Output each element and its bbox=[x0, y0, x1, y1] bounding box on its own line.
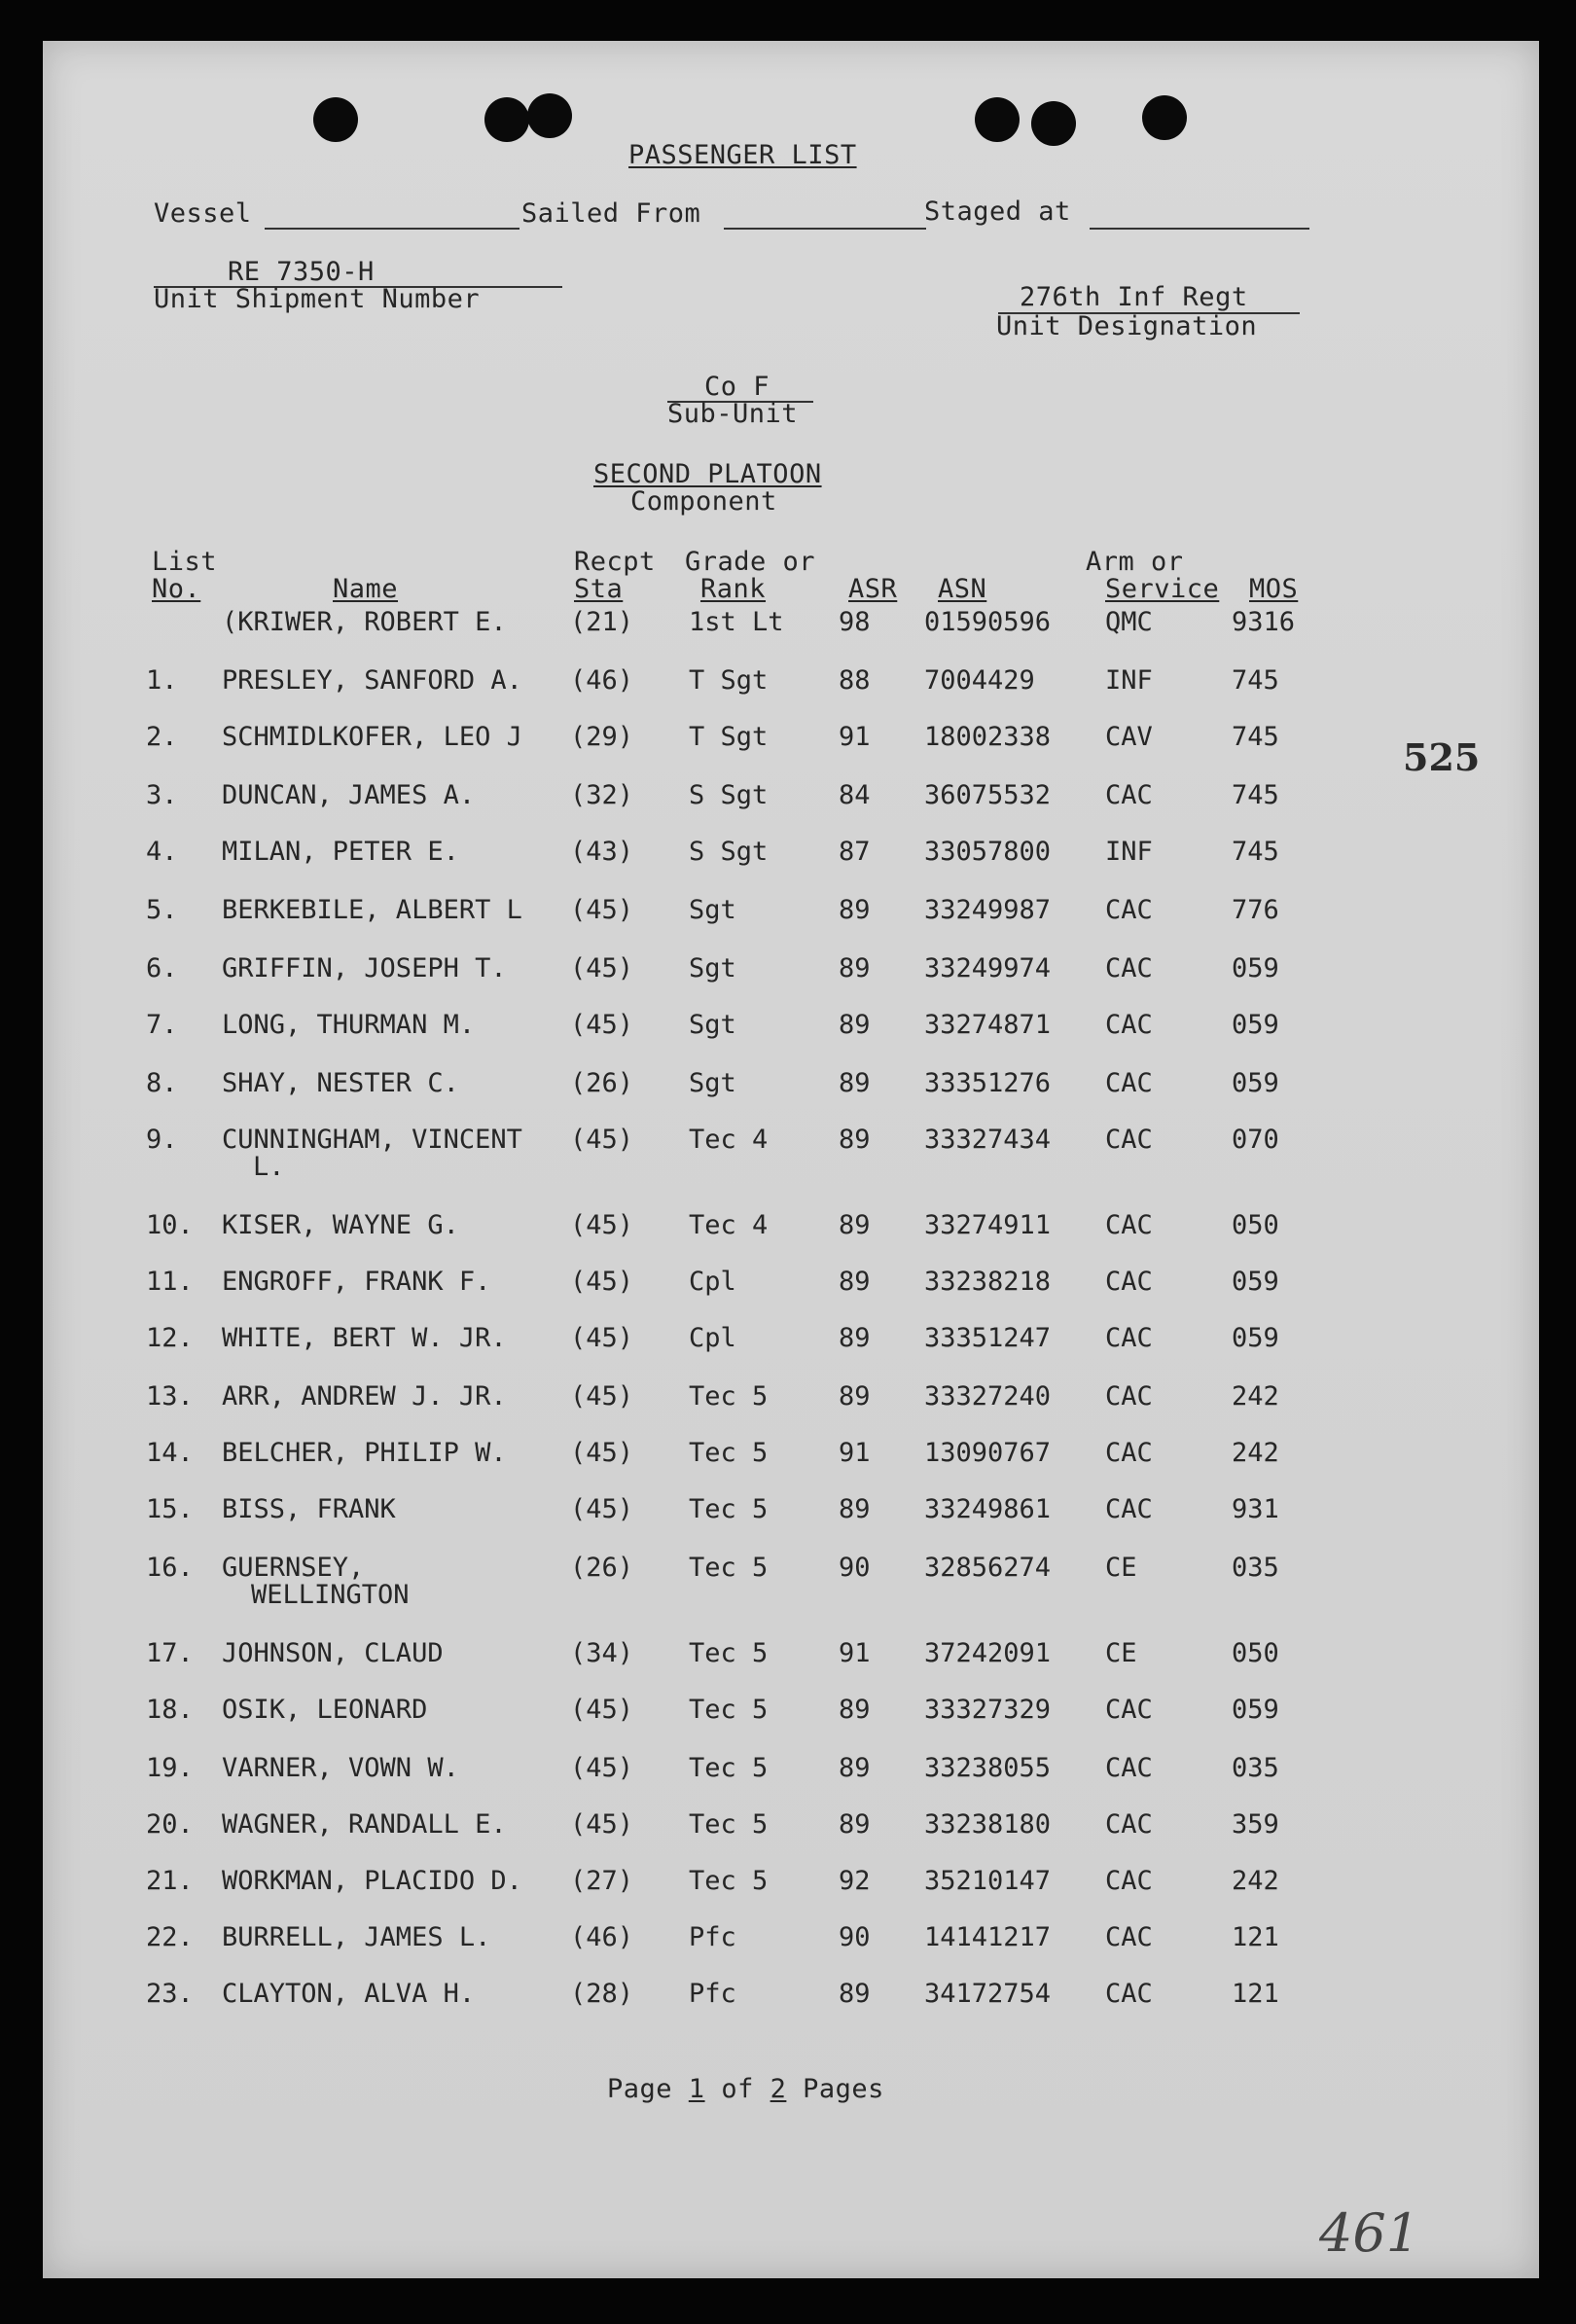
asr-value: 88 bbox=[839, 665, 871, 696]
asn-value: 36075532 bbox=[924, 780, 1052, 810]
table-row bbox=[43, 1323, 1539, 1360]
grade-rank: Sgt bbox=[689, 895, 736, 925]
passenger-name: PRESLEY, SANFORD A. bbox=[222, 665, 522, 696]
unit-designation: 276th Inf Regt bbox=[1020, 282, 1248, 312]
passenger-name: WHITE, BERT W. JR. bbox=[222, 1323, 507, 1353]
grade-rank: Sgt bbox=[689, 1068, 736, 1098]
arm-service: CE bbox=[1105, 1553, 1137, 1583]
recpt-sta: (26) bbox=[570, 1553, 634, 1583]
list-number: 9. bbox=[146, 1125, 178, 1155]
col-list-no: No. bbox=[152, 574, 201, 604]
passenger-name: WORKMAN, PLACIDO D. bbox=[222, 1866, 522, 1896]
sub-unit-value: Co F bbox=[704, 372, 770, 402]
recpt-sta: (26) bbox=[570, 1068, 634, 1098]
mos-value: 059 bbox=[1232, 953, 1279, 983]
table-row bbox=[43, 1638, 1539, 1675]
grade-rank: T Sgt bbox=[689, 665, 769, 696]
asr-value: 89 bbox=[839, 1125, 871, 1155]
list-number: 4. bbox=[146, 837, 178, 867]
asn-value: 01590596 bbox=[924, 607, 1052, 637]
asn-value: 33327329 bbox=[924, 1695, 1052, 1725]
asr-value: 90 bbox=[839, 1553, 871, 1583]
asr-value: 89 bbox=[839, 1494, 871, 1524]
table-row bbox=[43, 837, 1539, 874]
table-row bbox=[43, 1809, 1539, 1846]
recpt-sta: (43) bbox=[570, 837, 634, 867]
passenger-name: DUNCAN, JAMES A. bbox=[222, 780, 476, 810]
asn-value: 33327240 bbox=[924, 1381, 1052, 1412]
mos-value: 059 bbox=[1232, 1323, 1279, 1353]
mos-value: 035 bbox=[1232, 1753, 1279, 1783]
table-row bbox=[43, 1494, 1539, 1531]
passenger-name: BELCHER, PHILIP W. bbox=[222, 1438, 507, 1468]
asr-value: 91 bbox=[839, 1438, 871, 1468]
passenger-name: BURRELL, JAMES L. bbox=[222, 1922, 491, 1952]
asr-value: 98 bbox=[839, 607, 871, 637]
arm-service: CAC bbox=[1105, 1922, 1153, 1952]
asr-value: 91 bbox=[839, 722, 871, 752]
grade-rank: Tec 5 bbox=[689, 1638, 769, 1668]
recpt-sta: (45) bbox=[570, 1809, 634, 1840]
arm-service: CAC bbox=[1105, 780, 1153, 810]
asn-value: 33249987 bbox=[924, 895, 1052, 925]
grade-rank: Tec 4 bbox=[689, 1125, 769, 1155]
recpt-sta: (34) bbox=[570, 1638, 634, 1668]
grade-rank: Tec 5 bbox=[689, 1381, 769, 1412]
recpt-sta: (45) bbox=[570, 1753, 634, 1783]
arm-service: CAC bbox=[1105, 895, 1153, 925]
grade-rank: Tec 5 bbox=[689, 1553, 769, 1583]
passenger-name: GRIFFIN, JOSEPH T. bbox=[222, 953, 507, 983]
shipment-number: RE 7350-H bbox=[228, 257, 375, 287]
asn-value: 33238218 bbox=[924, 1267, 1052, 1297]
recpt-sta: (45) bbox=[570, 1438, 634, 1468]
arm-service: CE bbox=[1105, 1638, 1137, 1668]
shipment-label: Unit Shipment Number bbox=[154, 284, 481, 314]
list-number: 3. bbox=[146, 780, 178, 810]
col-recpt-sta: Sta bbox=[574, 574, 624, 604]
page-current: 1 bbox=[688, 2074, 705, 2104]
punch-hole bbox=[313, 97, 358, 142]
recpt-sta: (46) bbox=[570, 1922, 634, 1952]
asn-value: 33238180 bbox=[924, 1809, 1052, 1840]
list-number: 5. bbox=[146, 895, 178, 925]
passenger-name: LONG, THURMAN M. bbox=[222, 1010, 476, 1040]
col-name: Name bbox=[333, 574, 399, 604]
table-row bbox=[43, 1922, 1539, 1959]
asn-value: 13090767 bbox=[924, 1438, 1052, 1468]
table-row bbox=[43, 607, 1539, 644]
list-number: 1. bbox=[146, 665, 178, 696]
mos-value: 776 bbox=[1232, 895, 1279, 925]
asr-value: 90 bbox=[839, 1922, 871, 1952]
sub-unit-label: Sub-Unit bbox=[667, 399, 799, 429]
recpt-sta: (45) bbox=[570, 895, 634, 925]
list-number: 14. bbox=[146, 1438, 194, 1468]
list-number: 2. bbox=[146, 722, 178, 752]
arm-service: INF bbox=[1105, 665, 1153, 696]
mos-value: 070 bbox=[1232, 1125, 1279, 1155]
punch-hole bbox=[975, 97, 1020, 142]
asn-value: 18002338 bbox=[924, 722, 1052, 752]
asn-value: 33351276 bbox=[924, 1068, 1052, 1098]
asr-value: 89 bbox=[839, 1068, 871, 1098]
asr-value: 89 bbox=[839, 1323, 871, 1353]
asr-value: 89 bbox=[839, 1809, 871, 1840]
grade-rank: 1st Lt bbox=[689, 607, 784, 637]
recpt-sta: (45) bbox=[570, 1494, 634, 1524]
col-list: List bbox=[152, 547, 218, 577]
arm-service: CAC bbox=[1105, 953, 1153, 983]
punch-hole bbox=[1031, 101, 1076, 146]
arm-service: CAC bbox=[1105, 1068, 1153, 1098]
arm-service: INF bbox=[1105, 837, 1153, 867]
component-label: Component bbox=[630, 486, 777, 517]
col-asn: ASN bbox=[938, 574, 987, 604]
table-row bbox=[43, 780, 1539, 817]
asr-value: 84 bbox=[839, 780, 871, 810]
arm-service: CAC bbox=[1105, 1494, 1153, 1524]
mos-value: 359 bbox=[1232, 1809, 1279, 1840]
asn-value: 33057800 bbox=[924, 837, 1052, 867]
grade-rank: Sgt bbox=[689, 1010, 736, 1040]
passenger-name: KISER, WAYNE G. bbox=[222, 1210, 459, 1240]
grade-rank: S Sgt bbox=[689, 837, 769, 867]
table-row bbox=[43, 1210, 1539, 1247]
list-number: 22. bbox=[146, 1922, 194, 1952]
passenger-name-continued: L. bbox=[253, 1152, 285, 1182]
grade-rank: Sgt bbox=[689, 953, 736, 983]
recpt-sta: (21) bbox=[570, 607, 634, 637]
passenger-name: ENGROFF, FRANK F. bbox=[222, 1267, 491, 1297]
grade-rank: Pfc bbox=[689, 1979, 736, 2009]
recpt-sta: (28) bbox=[570, 1979, 634, 2009]
col-arm: Arm or bbox=[1086, 547, 1184, 577]
asr-value: 89 bbox=[839, 1267, 871, 1297]
arm-service: CAC bbox=[1105, 1438, 1153, 1468]
mos-value: 745 bbox=[1232, 837, 1279, 867]
mos-value: 9316 bbox=[1232, 607, 1296, 637]
page-title: PASSENGER LIST bbox=[628, 140, 857, 170]
col-recpt: Recpt bbox=[574, 547, 656, 577]
arm-service: CAC bbox=[1105, 1809, 1153, 1840]
asn-value: 35210147 bbox=[924, 1866, 1052, 1896]
asr-value: 89 bbox=[839, 1010, 871, 1040]
arm-service: CAV bbox=[1105, 722, 1153, 752]
mos-value: 059 bbox=[1232, 1695, 1279, 1725]
passenger-name: (KRIWER, ROBERT E. bbox=[222, 607, 507, 637]
mos-value: 050 bbox=[1232, 1638, 1279, 1668]
staged-at-label: Staged at bbox=[924, 197, 1071, 227]
table-row bbox=[43, 1267, 1539, 1304]
list-number: 16. bbox=[146, 1553, 194, 1583]
recpt-sta: (45) bbox=[570, 1323, 634, 1353]
grade-rank: Cpl bbox=[689, 1323, 736, 1353]
table-row bbox=[43, 1010, 1539, 1047]
asr-value: 89 bbox=[839, 1695, 871, 1725]
asn-value: 37242091 bbox=[924, 1638, 1052, 1668]
mos-value: 745 bbox=[1232, 665, 1279, 696]
grade-rank: Tec 5 bbox=[689, 1695, 769, 1725]
col-mos: MOS bbox=[1249, 574, 1299, 604]
col-grade: Grade or bbox=[685, 547, 816, 577]
asr-value: 89 bbox=[839, 1381, 871, 1412]
page-of: of bbox=[721, 2074, 754, 2104]
document-page bbox=[43, 41, 1539, 2278]
table-row bbox=[43, 1438, 1539, 1475]
arm-service: CAC bbox=[1105, 1866, 1153, 1896]
arm-service: CAC bbox=[1105, 1010, 1153, 1040]
recpt-sta: (46) bbox=[570, 665, 634, 696]
passenger-name: BERKEBILE, ALBERT L bbox=[222, 895, 522, 925]
table-row bbox=[43, 1381, 1539, 1418]
component-value: SECOND PLATOON bbox=[593, 459, 822, 489]
table-row bbox=[43, 722, 1539, 759]
grade-rank: Tec 5 bbox=[689, 1809, 769, 1840]
asn-value: 33249974 bbox=[924, 953, 1052, 983]
designation-label: Unit Designation bbox=[996, 311, 1258, 341]
mos-value: 035 bbox=[1232, 1553, 1279, 1583]
mos-value: 059 bbox=[1232, 1068, 1279, 1098]
passenger-name: BISS, FRANK bbox=[222, 1494, 396, 1524]
vessel-blank bbox=[265, 228, 519, 230]
staged-at-blank bbox=[1090, 228, 1309, 230]
grade-rank: Tec 5 bbox=[689, 1753, 769, 1783]
vessel-label: Vessel bbox=[154, 198, 252, 229]
arm-service: CAC bbox=[1105, 1125, 1153, 1155]
recpt-sta: (45) bbox=[570, 1381, 634, 1412]
passenger-name: GUERNSEY, bbox=[222, 1553, 365, 1583]
table-row bbox=[43, 1866, 1539, 1903]
stamp-number: 525 bbox=[1403, 735, 1481, 779]
punch-hole bbox=[527, 93, 572, 138]
sailed-from-label: Sailed From bbox=[521, 198, 701, 229]
page-footer bbox=[607, 2074, 884, 2104]
recpt-sta: (45) bbox=[570, 953, 634, 983]
list-number: 17. bbox=[146, 1638, 194, 1668]
asr-value: 91 bbox=[839, 1638, 871, 1668]
list-number: 12. bbox=[146, 1323, 194, 1353]
asn-value: 33249861 bbox=[924, 1494, 1052, 1524]
table-row bbox=[43, 1695, 1539, 1732]
passenger-name: CLAYTON, ALVA H. bbox=[222, 1979, 476, 2009]
mos-value: 121 bbox=[1232, 1922, 1279, 1952]
mos-value: 242 bbox=[1232, 1866, 1279, 1896]
arm-service: CAC bbox=[1105, 1210, 1153, 1240]
arm-service: CAC bbox=[1105, 1979, 1153, 2009]
table-row bbox=[43, 1125, 1539, 1182]
mos-value: 059 bbox=[1232, 1010, 1279, 1040]
passenger-name: OSIK, LEONARD bbox=[222, 1695, 428, 1725]
mos-value: 745 bbox=[1232, 780, 1279, 810]
arm-service: CAC bbox=[1105, 1753, 1153, 1783]
table-row bbox=[43, 895, 1539, 932]
passenger-name: JOHNSON, CLAUD bbox=[222, 1638, 444, 1668]
grade-rank: S Sgt bbox=[689, 780, 769, 810]
mos-value: 242 bbox=[1232, 1438, 1279, 1468]
arm-service: CAC bbox=[1105, 1695, 1153, 1725]
asn-value: 33274911 bbox=[924, 1210, 1052, 1240]
grade-rank: Tec 5 bbox=[689, 1494, 769, 1524]
list-number: 18. bbox=[146, 1695, 194, 1725]
grade-rank: T Sgt bbox=[689, 722, 769, 752]
passenger-name: VARNER, VOWN W. bbox=[222, 1753, 459, 1783]
list-number: 8. bbox=[146, 1068, 178, 1098]
passenger-name: CUNNINGHAM, VINCENT bbox=[222, 1125, 522, 1155]
passenger-name: MILAN, PETER E. bbox=[222, 837, 459, 867]
handwritten-number: 461 bbox=[1319, 2202, 1420, 2264]
arm-service: CAC bbox=[1105, 1381, 1153, 1412]
asn-value: 33351247 bbox=[924, 1323, 1052, 1353]
sailed-from-blank bbox=[724, 228, 926, 230]
table-row bbox=[43, 1068, 1539, 1105]
grade-rank: Tec 5 bbox=[689, 1438, 769, 1468]
arm-service: CAC bbox=[1105, 1267, 1153, 1297]
passenger-name: SCHMIDLKOFER, LEO J bbox=[222, 722, 522, 752]
passenger-name: SHAY, NESTER C. bbox=[222, 1068, 459, 1098]
recpt-sta: (45) bbox=[570, 1125, 634, 1155]
list-number: 23. bbox=[146, 1979, 194, 2009]
passenger-name: ARR, ANDREW J. JR. bbox=[222, 1381, 507, 1412]
asn-value: 14141217 bbox=[924, 1922, 1052, 1952]
mos-value: 745 bbox=[1232, 722, 1279, 752]
punch-hole bbox=[484, 97, 529, 142]
passenger-name-continued: WELLINGTON bbox=[251, 1580, 410, 1610]
mos-value: 242 bbox=[1232, 1381, 1279, 1412]
list-number: 19. bbox=[146, 1753, 194, 1783]
mos-value: 931 bbox=[1232, 1494, 1279, 1524]
list-number: 15. bbox=[146, 1494, 194, 1524]
asr-value: 92 bbox=[839, 1866, 871, 1896]
grade-rank: Tec 5 bbox=[689, 1866, 769, 1896]
list-number: 7. bbox=[146, 1010, 178, 1040]
asn-value: 33274871 bbox=[924, 1010, 1052, 1040]
recpt-sta: (29) bbox=[570, 722, 634, 752]
asr-value: 89 bbox=[839, 1753, 871, 1783]
table-row bbox=[43, 953, 1539, 990]
list-number: 10. bbox=[146, 1210, 194, 1240]
punch-hole bbox=[1142, 95, 1187, 140]
arm-service: CAC bbox=[1105, 1323, 1153, 1353]
list-number: 13. bbox=[146, 1381, 194, 1412]
table-row bbox=[43, 1753, 1539, 1790]
recpt-sta: (45) bbox=[570, 1210, 634, 1240]
mos-value: 059 bbox=[1232, 1267, 1279, 1297]
recpt-sta: (45) bbox=[570, 1695, 634, 1725]
asn-value: 32856274 bbox=[924, 1553, 1052, 1583]
recpt-sta: (45) bbox=[570, 1267, 634, 1297]
asr-value: 89 bbox=[839, 1979, 871, 2009]
asn-value: 7004429 bbox=[924, 665, 1035, 696]
asr-value: 89 bbox=[839, 1210, 871, 1240]
list-number: 20. bbox=[146, 1809, 194, 1840]
col-asr: ASR bbox=[848, 574, 898, 604]
recpt-sta: (32) bbox=[570, 780, 634, 810]
list-number: 6. bbox=[146, 953, 178, 983]
asr-value: 89 bbox=[839, 895, 871, 925]
page-total: 2 bbox=[770, 2074, 787, 2104]
list-number: 11. bbox=[146, 1267, 194, 1297]
asr-value: 89 bbox=[839, 953, 871, 983]
grade-rank: Tec 4 bbox=[689, 1210, 769, 1240]
page-suffix: Pages bbox=[803, 2074, 884, 2104]
list-number: 21. bbox=[146, 1866, 194, 1896]
asn-value: 33238055 bbox=[924, 1753, 1052, 1783]
grade-rank: Pfc bbox=[689, 1922, 736, 1952]
mos-value: 121 bbox=[1232, 1979, 1279, 2009]
arm-service: QMC bbox=[1105, 607, 1153, 637]
passenger-name: WAGNER, RANDALL E. bbox=[222, 1809, 507, 1840]
asr-value: 87 bbox=[839, 837, 871, 867]
asn-value: 34172754 bbox=[924, 1979, 1052, 2009]
table-row bbox=[43, 1553, 1539, 1610]
mos-value: 050 bbox=[1232, 1210, 1279, 1240]
col-grade-rank: Rank bbox=[700, 574, 767, 604]
table-row bbox=[43, 665, 1539, 702]
asn-value: 33327434 bbox=[924, 1125, 1052, 1155]
page-prefix: Page bbox=[607, 2074, 673, 2104]
recpt-sta: (27) bbox=[570, 1866, 634, 1896]
recpt-sta: (45) bbox=[570, 1010, 634, 1040]
table-row bbox=[43, 1979, 1539, 2016]
grade-rank: Cpl bbox=[689, 1267, 736, 1297]
col-arm-service: Service bbox=[1105, 574, 1220, 604]
